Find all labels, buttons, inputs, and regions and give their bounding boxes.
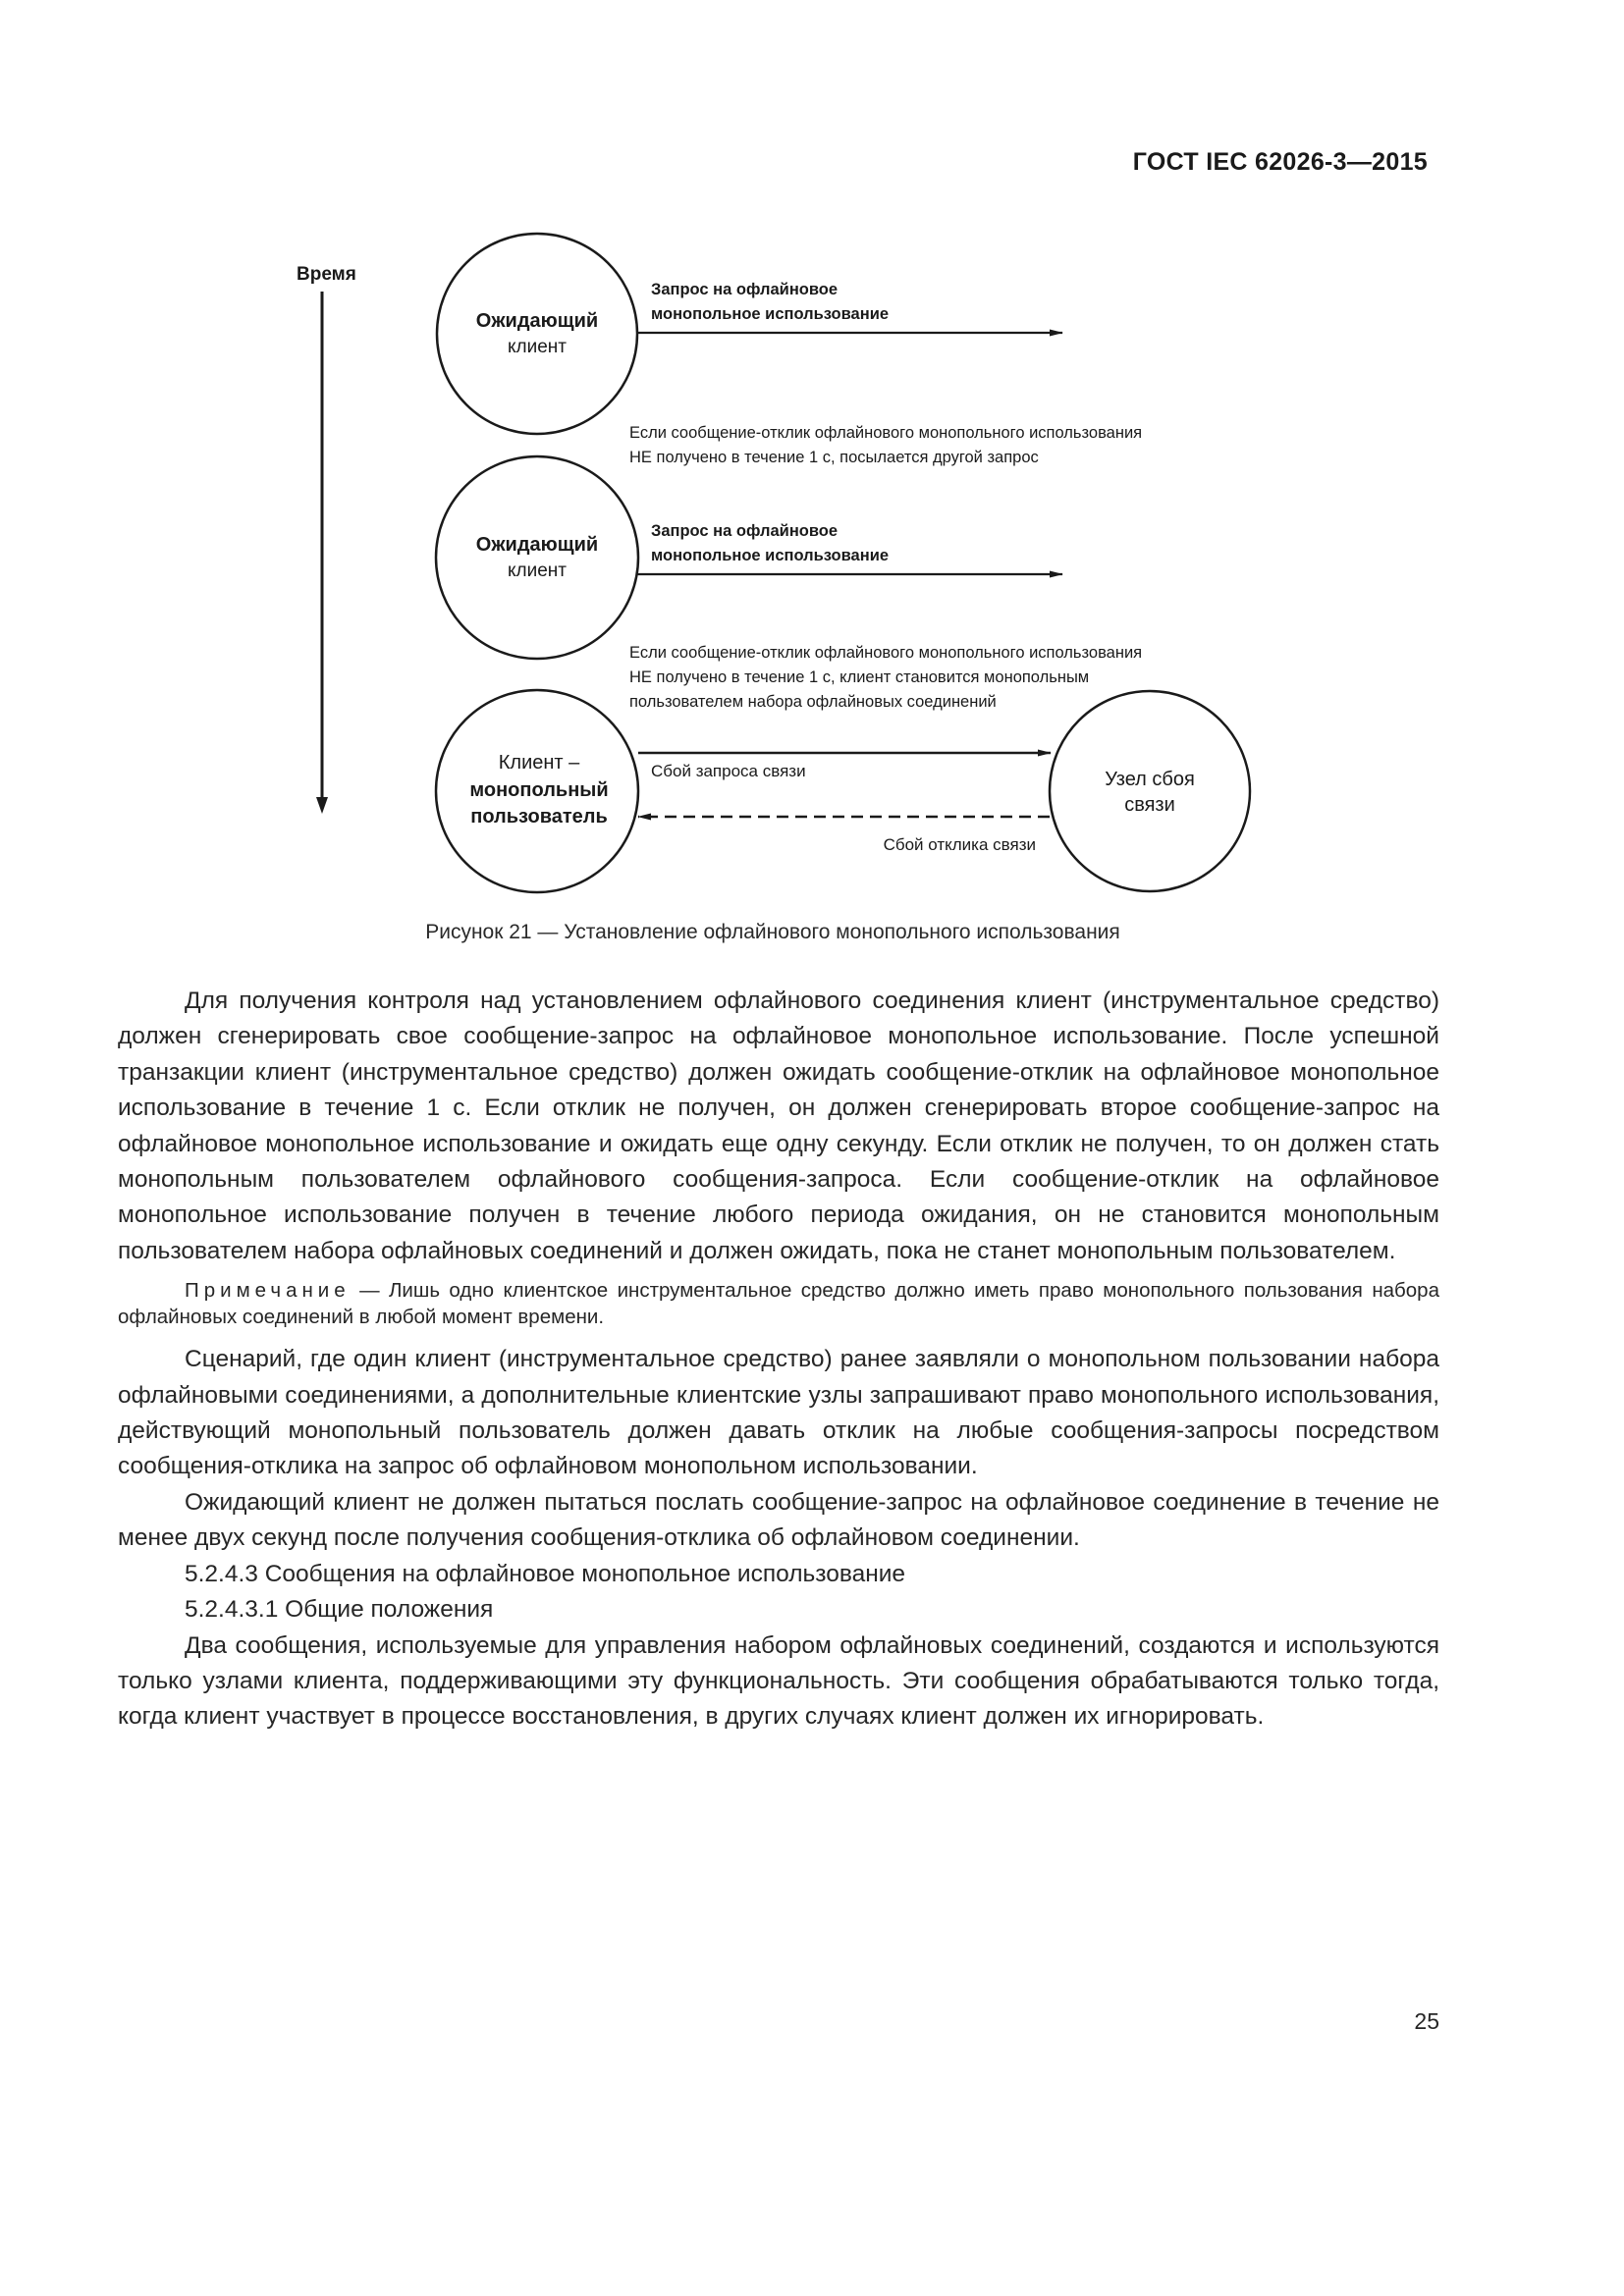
paragraph: Два сообщения, используемые для управления набором офлайновых соединений, создаются и используются только узлами клиента, поддерживающими эту функциональность. Эти сообщения обрабатываются только тогда, когда клиент участвует в процессе восстановления, в других случаях клиент должен их игнорировать. bbox=[118, 1631, 1439, 1731]
paragraph: Сценарий, где один клиент (инструментальное средство) ранее заявляли о монопольном пользовании набора офлайновыми соединениями, а дополнительные клиентские узлы запрашивают право монопольного использования, действующий монопольный пользователь должен давать отклик на любые сообщения-запросы посредством сообщения-отклика на запрос об офлайновом монопольном использовании. bbox=[118, 1346, 1439, 1480]
svg-text:Узел сбоя: Узел сбоя bbox=[1105, 769, 1195, 790]
svg-text:Запрос на офлайновое: Запрос на офлайновое bbox=[651, 281, 839, 298]
time-axis-label: Время bbox=[297, 264, 356, 285]
svg-text:Сбой отклика связи: Сбой отклика связи bbox=[883, 835, 1036, 854]
document-code-header: ГОСТ IEC 62026-3—2015 bbox=[1132, 148, 1428, 176]
section-heading-5-2-4-3: 5.2.4.3 Сообщения на офлайновое монопольное использование bbox=[185, 1560, 906, 1587]
svg-text:НЕ получено в течение 1 с, пос: НЕ получено в течение 1 с, посылается другой запрос bbox=[629, 449, 1039, 466]
svg-text:Если сообщение-отклик офлайнов: Если сообщение-отклик офлайнового монопольного использования bbox=[629, 424, 1143, 442]
svg-text:Ожидающий: Ожидающий bbox=[475, 534, 599, 556]
paragraph: Для получения контроля над установлением офлайнового соединения клиент (инструментальное средство) должен сгенерировать свое сообщение-запрос на офлайновое монопольное использование. После успешной транзакции клиент (инструментальное средство) должен ожидать сообщение-отклик на офлайновое монопольное использование в течение 1 с. Если отклик не получен, он должен сгенерировать второе сообщение-запрос на офлайновое монопольное использование и ожидать еще одну секунду. Если отклик не получен, то он должен стать монопольным пользователем офлайнового сообщения-запроса. Если сообщение-отклик на офлайновое монопольное использование получен в течение любого периода ожидания, он не становится монопольным пользователем набора офлайновых соединений и должен ожидать, пока не станет монопольным пользователем. bbox=[118, 988, 1439, 1264]
svg-text:Сбой запроса связи: Сбой запроса связи bbox=[651, 762, 806, 780]
condition-text-1 bbox=[629, 424, 1142, 466]
paragraph: Ожидающий клиент не должен пытаться послать сообщение-запрос на офлайновое соединение в течение не менее двух секунд после получения сообщения-отклика об офлайновом соединении. bbox=[118, 1488, 1439, 1552]
svg-text:монопольное использование: монопольное использование bbox=[651, 305, 890, 323]
request-arrow-1 bbox=[637, 281, 1062, 333]
note bbox=[118, 1277, 1439, 1330]
node-monopoly-client bbox=[436, 690, 638, 892]
note-label: Примечание bbox=[185, 1279, 351, 1303]
node-failure bbox=[1050, 691, 1250, 891]
node-waiting-client-1 bbox=[437, 234, 637, 434]
note-text: — Лишь одно клиентское инструментальное средство должно иметь право монопольного пользования набора офлайновых соединений в любой момент времени. bbox=[118, 1279, 1439, 1329]
svg-text:Если сообщение-отклик офлайнов: Если сообщение-отклик офлайнового монопольного использования bbox=[629, 644, 1143, 662]
request-arrow-2 bbox=[637, 522, 1062, 574]
svg-text:НЕ получено в течение 1 с, кли: НЕ получено в течение 1 с, клиент становится монопольным bbox=[629, 668, 1090, 686]
section-heading-5-2-4-3-1: 5.2.4.3.1 Общие положения bbox=[185, 1596, 494, 1624]
node-waiting-client-2 bbox=[436, 456, 638, 659]
svg-text:пользователь: пользователь bbox=[470, 806, 608, 828]
failure-response-arrow bbox=[638, 817, 1050, 854]
svg-text:Ожидающий: Ожидающий bbox=[475, 310, 599, 332]
figure-caption: Рисунок 21 — Установление офлайнового монопольного использования bbox=[425, 921, 1120, 943]
svg-text:клиент: клиент bbox=[508, 337, 567, 357]
svg-text:Запрос на офлайновое: Запрос на офлайновое bbox=[651, 522, 839, 540]
condition-text-2 bbox=[629, 644, 1142, 711]
svg-text:клиент: клиент bbox=[508, 561, 567, 581]
svg-text:монопольное использование: монопольное использование bbox=[651, 547, 890, 564]
figure-21-diagram bbox=[0, 0, 1624, 923]
page-number: 25 bbox=[1414, 2008, 1439, 2034]
svg-text:пользователем набора офлайновы: пользователем набора офлайновых соединений bbox=[629, 693, 997, 711]
time-axis-arrow-icon bbox=[316, 292, 328, 814]
svg-text:Клиент –: Клиент – bbox=[498, 752, 580, 774]
failure-request-arrow bbox=[638, 753, 1051, 780]
svg-text:связи: связи bbox=[1124, 794, 1175, 816]
svg-text:монопольный: монопольный bbox=[469, 779, 609, 801]
document-body bbox=[118, 984, 1439, 1735]
